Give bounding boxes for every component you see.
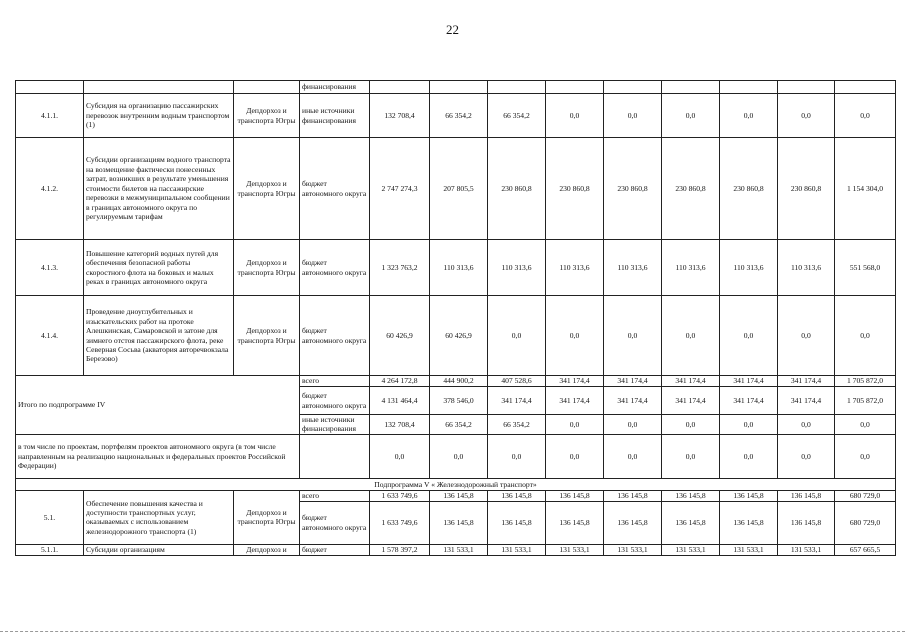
value-cell: 0,0 [370,434,430,478]
value-cell: 0,0 [778,415,835,435]
value-cell: 341 174,4 [604,376,662,387]
row-name: Субсидия на организацию пассажирских перевозок внутренним водным транспортом (1) [84,94,234,138]
value-cell: 110 313,6 [546,240,604,296]
row-number: 4.1.2. [16,138,84,240]
value-cell [720,81,778,94]
funding-source: всего [300,376,370,387]
value-cell: 0,0 [488,296,546,376]
value-cell: 0,0 [778,434,835,478]
value-cell: 136 145,8 [430,501,488,544]
value-cell: 1 633 749,6 [370,501,430,544]
value-cell: 2 747 274,3 [370,138,430,240]
responsible: Депдорхоз и транспорта Югры [234,94,300,138]
value-cell: 60 426,9 [370,296,430,376]
value-cell: 136 145,8 [488,501,546,544]
value-cell: 136 145,8 [430,490,488,501]
value-cell: 110 313,6 [488,240,546,296]
value-cell: 0,0 [662,415,720,435]
value-cell: 207 805,5 [430,138,488,240]
row-number: 4.1.3. [16,240,84,296]
value-cell: 341 174,4 [778,376,835,387]
value-cell: 0,0 [778,94,835,138]
value-cell: 66 354,2 [488,415,546,435]
value-cell: 131 533,1 [662,544,720,555]
value-cell: 136 145,8 [720,490,778,501]
value-cell: 132 708,4 [370,415,430,435]
value-cell: 136 145,8 [604,501,662,544]
value-cell: 4 264 172,8 [370,376,430,387]
value-cell: 0,0 [835,296,896,376]
value-cell: 110 313,6 [720,240,778,296]
value-cell: 66 354,2 [430,94,488,138]
value-cell: 551 568,0 [835,240,896,296]
table-row [16,544,896,555]
value-cell: 680 729,0 [835,490,896,501]
value-cell: 136 145,8 [546,490,604,501]
value-cell: 60 426,9 [430,296,488,376]
value-cell: 341 174,4 [662,387,720,415]
value-cell: 131 533,1 [604,544,662,555]
value-cell: 0,0 [488,434,546,478]
row-name [84,81,234,94]
value-cell: 341 174,4 [546,387,604,415]
value-cell: 1 705 872,0 [835,387,896,415]
value-cell: 0,0 [604,296,662,376]
row-name: Обеспечение повышения качества и доступности транспортных услуг, оказываемых с использованием железнодорожного транспорта (1) [84,490,234,544]
value-cell: 341 174,4 [720,376,778,387]
value-cell: 1 705 872,0 [835,376,896,387]
value-cell [662,81,720,94]
responsible: Депдорхоз и транспорта Югры [234,240,300,296]
table-row [16,490,896,501]
value-cell: 407 528,6 [488,376,546,387]
value-cell: 136 145,8 [604,490,662,501]
value-cell: 66 354,2 [430,415,488,435]
value-cell: 110 313,6 [778,240,835,296]
value-cell: 132 708,4 [370,94,430,138]
row-name: Проведение дноуглубительных и изыскательских работ на протоке Алешкинская, Самаровской и затоне для зимнего отстоя пассажирского флота, реке Северная Сосьва (акватория автоpечвокзала Березово) [84,296,234,376]
value-cell: 110 313,6 [604,240,662,296]
funding-source: бюджет [300,544,370,555]
value-cell: 341 174,4 [778,387,835,415]
value-cell: 1 323 763,2 [370,240,430,296]
table-row [16,240,896,296]
value-cell: 136 145,8 [488,490,546,501]
responsible: Депдорхоз и транспорта Югры [234,490,300,544]
value-cell: 341 174,4 [662,376,720,387]
row-name: Повышение категорий водных путей для обеспечения безопасной работы скоростного флота на боковых и малых реках в границах автономного округа [84,240,234,296]
table-row [16,94,896,138]
row-number: 4.1.4. [16,296,84,376]
value-cell [778,81,835,94]
section-row [16,478,896,490]
funding-source: бюджет автономного округа [300,296,370,376]
funding-source: бюджет автономного округа [300,501,370,544]
value-cell: 0,0 [835,434,896,478]
value-cell: 0,0 [720,94,778,138]
value-cell: 680 729,0 [835,501,896,544]
value-cell: 66 354,2 [488,94,546,138]
value-cell: 341 174,4 [720,387,778,415]
value-cell: 230 860,8 [546,138,604,240]
value-cell: 110 313,6 [662,240,720,296]
value-cell: 0,0 [835,94,896,138]
value-cell: 341 174,4 [488,387,546,415]
row-number [16,81,84,94]
value-cell: 136 145,8 [778,490,835,501]
page-edge [0,631,905,632]
value-cell [488,81,546,94]
value-cell: 230 860,8 [720,138,778,240]
value-cell: 136 145,8 [662,490,720,501]
value-cell: 0,0 [778,296,835,376]
value-cell: 131 533,1 [430,544,488,555]
value-cell: 378 546,0 [430,387,488,415]
value-cell [370,81,430,94]
row-name: Субсидии организациям [84,544,234,555]
funding-source: бюджет автономного округа [300,138,370,240]
value-cell: 657 665,5 [835,544,896,555]
value-cell: 341 174,4 [604,387,662,415]
value-cell [546,81,604,94]
value-cell [430,81,488,94]
value-cell: 1 154 304,0 [835,138,896,240]
responsible: Депдорхоз и транспорта Югры [234,296,300,376]
funding-source: иные источники финансирования [300,94,370,138]
value-cell: 230 860,8 [488,138,546,240]
funding-source: финансирования [300,81,370,94]
value-cell: 444 900,2 [430,376,488,387]
value-cell: 0,0 [835,415,896,435]
value-cell [604,81,662,94]
funding-source: иные источники финансирования [300,415,370,435]
value-cell: 230 860,8 [662,138,720,240]
value-cell: 136 145,8 [662,501,720,544]
row-number: 5.1. [16,490,84,544]
responsible [234,81,300,94]
value-cell: 0,0 [546,415,604,435]
row-number: 5.1.1. [16,544,84,555]
value-cell: 0,0 [662,296,720,376]
value-cell: 1 633 749,6 [370,490,430,501]
value-cell: 0,0 [720,434,778,478]
value-cell: 136 145,8 [720,501,778,544]
table-row [16,138,896,240]
total-row [16,376,896,387]
empty-cell [300,434,370,478]
table-row [16,296,896,376]
value-cell: 131 533,1 [488,544,546,555]
responsible: Депдорхоз и [234,544,300,555]
value-cell: 4 131 464,4 [370,387,430,415]
subprogram-title: Подпрограмма V « Железнодорожный транспорт» [16,478,896,490]
row-name: Субсидии организациям водного транспорта на возмещение фактически понесенных затрат, возникших в результате уменьшения стоимости билетов на пассажирские перевозки в межмуниципальном сообщении в границах автономного округа по регулируемым тарифам [84,138,234,240]
projects-row [16,434,896,478]
value-cell: 0,0 [604,415,662,435]
value-cell: 0,0 [430,434,488,478]
value-cell: 136 145,8 [778,501,835,544]
table-row [16,81,896,94]
value-cell: 110 313,6 [430,240,488,296]
value-cell: 131 533,1 [720,544,778,555]
value-cell: 131 533,1 [546,544,604,555]
value-cell: 0,0 [720,415,778,435]
value-cell: 0,0 [546,434,604,478]
value-cell: 0,0 [546,94,604,138]
funding-source: бюджет автономного округа [300,240,370,296]
budget-table [15,80,896,556]
value-cell: 136 145,8 [546,501,604,544]
funding-source: бюджет автономного округа [300,387,370,415]
value-cell: 0,0 [720,296,778,376]
value-cell: 131 533,1 [778,544,835,555]
funding-source: всего [300,490,370,501]
projects-label: в том числе по проектам, портфелям проектов автономного округа (в том числе направленным на реализацию национальных и федеральных проектов Российской Федерации) [16,434,300,478]
value-cell: 1 578 397,2 [370,544,430,555]
value-cell: 230 860,8 [778,138,835,240]
total-label: Итого по подпрограмме IV [16,376,300,435]
value-cell: 341 174,4 [546,376,604,387]
value-cell: 0,0 [662,94,720,138]
page-number: 22 [446,22,459,37]
row-number: 4.1.1. [16,94,84,138]
value-cell: 0,0 [604,94,662,138]
value-cell: 0,0 [662,434,720,478]
value-cell: 0,0 [604,434,662,478]
value-cell: 0,0 [546,296,604,376]
value-cell: 230 860,8 [604,138,662,240]
value-cell [835,81,896,94]
responsible: Депдорхоз и транспорта Югры [234,138,300,240]
